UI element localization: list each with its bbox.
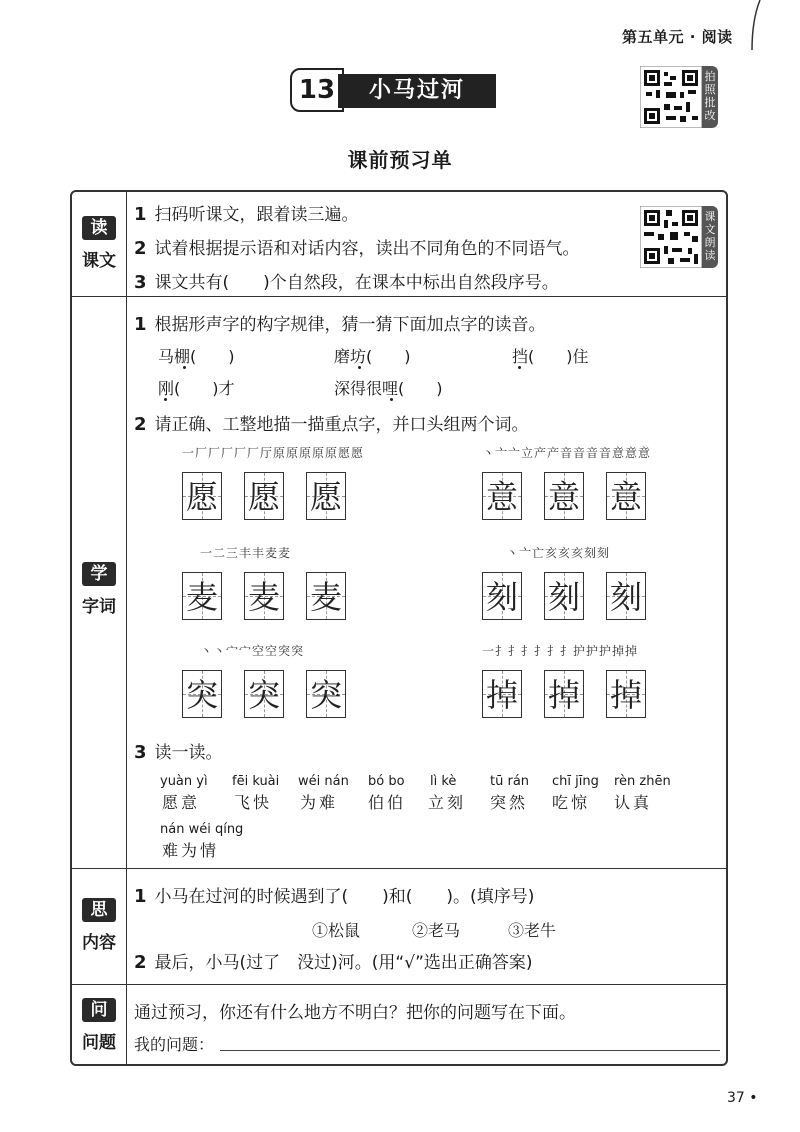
tracing-grid[interactable]: 突 bbox=[182, 670, 222, 718]
emphasis-dot bbox=[518, 366, 521, 369]
stroke-order: 一二三丰丰麦麦 bbox=[200, 546, 292, 560]
category-learn bbox=[72, 562, 126, 617]
stroke-order: 一扌扌扌扌扌扌护护护掉掉 bbox=[482, 644, 639, 658]
tracing-grid[interactable]: 意 bbox=[544, 472, 584, 520]
answer-label: 我的问题： bbox=[134, 1035, 215, 1054]
tracing-grid[interactable]: 突 bbox=[244, 670, 284, 718]
ask-prompt: 通过预习，你还有什么地方不明白？把你的问题写在下面。 bbox=[134, 1003, 576, 1023]
pinyin: chī jīng bbox=[552, 774, 599, 789]
dotted-word: 刚( )才 bbox=[158, 379, 235, 398]
column-divider bbox=[126, 190, 127, 1066]
read-item-3: 3 课文共有( )个自然段，在课本中标出自然段序号。 bbox=[134, 272, 559, 293]
emphasis-dot bbox=[183, 366, 186, 369]
read-item-1: 1 扫码听课文，跟着读三遍。 bbox=[134, 204, 359, 225]
stroke-order: 丶亠亡亥亥亥刻刻 bbox=[506, 546, 611, 560]
emphasis-dot bbox=[390, 398, 393, 401]
option: ②老马 bbox=[412, 921, 461, 940]
lesson-title: 小马过河 bbox=[338, 74, 496, 108]
dotted-word: 磨坊( ) bbox=[334, 347, 411, 366]
option: ③老牛 bbox=[508, 921, 557, 940]
emphasis-dot bbox=[164, 398, 167, 401]
row-divider bbox=[70, 296, 728, 297]
category-think bbox=[72, 898, 126, 953]
word-hanzi: 吃惊 bbox=[552, 793, 591, 812]
tracing-grid[interactable]: 麦 bbox=[244, 572, 284, 620]
tracing-grid[interactable]: 掉 bbox=[544, 670, 584, 718]
word-hanzi: 立刻 bbox=[428, 793, 467, 812]
dotted-word: 深得很哩( ) bbox=[334, 379, 443, 398]
tracing-grid[interactable]: 突 bbox=[306, 670, 346, 718]
qr-reading-side-label: 课文朗读 bbox=[702, 206, 718, 268]
category-read bbox=[72, 216, 126, 271]
learn-item-2: 2 请正确、工整地描一描重点字，并口头组两个词。 bbox=[134, 414, 529, 435]
tracing-grid[interactable]: 意 bbox=[482, 472, 522, 520]
qr-code-reading[interactable] bbox=[640, 206, 702, 268]
dotted-word: 挡( )住 bbox=[512, 347, 589, 366]
pinyin: bó bo bbox=[368, 774, 405, 789]
row-divider bbox=[70, 868, 728, 869]
lesson-badge bbox=[290, 68, 500, 110]
stroke-order: 丶亠亠立产产音音音音意意意 bbox=[482, 446, 652, 460]
tracing-grid[interactable]: 刻 bbox=[606, 572, 646, 620]
word-hanzi: 难为情 bbox=[162, 841, 220, 860]
tracing-grid[interactable]: 愿 bbox=[244, 472, 284, 520]
row-divider bbox=[70, 984, 728, 985]
word-hanzi: 愿意 bbox=[162, 793, 201, 812]
tracing-grid[interactable]: 麦 bbox=[182, 572, 222, 620]
learn-item-3: 3 读一读。 bbox=[134, 742, 223, 763]
category-badge: 学 bbox=[82, 562, 116, 586]
unit-label: 第五单元 · 阅读 bbox=[622, 28, 733, 46]
tracing-grid[interactable]: 掉 bbox=[482, 670, 522, 718]
tracing-grid[interactable]: 掉 bbox=[606, 670, 646, 718]
stroke-order: 丶丶宀宀空空突突 bbox=[200, 644, 305, 658]
pinyin: nán wéi qíng bbox=[160, 822, 244, 837]
pinyin: lì kè bbox=[430, 774, 457, 789]
answer-line[interactable] bbox=[220, 1050, 720, 1051]
qr-code-grading[interactable] bbox=[640, 66, 702, 128]
pinyin: fēi kuài bbox=[232, 774, 280, 789]
tracing-grid[interactable]: 愿 bbox=[182, 472, 222, 520]
word-hanzi: 认真 bbox=[614, 793, 653, 812]
tracing-grid[interactable]: 愿 bbox=[306, 472, 346, 520]
word-hanzi: 为难 bbox=[300, 793, 339, 812]
category-ask bbox=[72, 998, 126, 1053]
pinyin: tū rán bbox=[490, 774, 530, 789]
category-label: 内容 bbox=[82, 933, 116, 953]
category-label: 课文 bbox=[82, 251, 116, 271]
word-hanzi: 飞快 bbox=[234, 793, 273, 812]
think-item-2: 2 最后，小马(过了 没过)河。(用“√”选出正确答案) bbox=[134, 952, 533, 973]
pinyin: rèn zhēn bbox=[614, 774, 671, 789]
tracing-grid[interactable]: 刻 bbox=[482, 572, 522, 620]
learn-item-1: 1 根据形声字的构字规律，猜一猜下面加点字的读音。 bbox=[134, 314, 546, 335]
pinyin: yuàn yì bbox=[160, 774, 208, 789]
think-item-1: 1 小马在过河的时候遇到了( )和( )。(填序号) bbox=[134, 886, 535, 907]
word-hanzi: 突然 bbox=[490, 793, 529, 812]
tracing-grid[interactable]: 刻 bbox=[544, 572, 584, 620]
qr-grading-side-label: 拍照批改 bbox=[702, 66, 718, 128]
section-title: 课前预习单 bbox=[347, 148, 453, 172]
tracing-grid[interactable]: 麦 bbox=[306, 572, 346, 620]
pinyin: wéi nán bbox=[298, 774, 349, 789]
category-badge: 读 bbox=[82, 216, 116, 240]
word-hanzi: 伯伯 bbox=[368, 793, 407, 812]
category-badge: 问 bbox=[82, 998, 116, 1022]
tracing-grid[interactable]: 意 bbox=[606, 472, 646, 520]
dotted-word: 马棚( ) bbox=[158, 347, 235, 366]
stroke-order: 一厂厂厂厂厂厅原原原原原愿愿 bbox=[182, 446, 365, 460]
emphasis-dot bbox=[358, 366, 361, 369]
page-number: 37 • bbox=[727, 1090, 758, 1106]
category-label: 字词 bbox=[82, 597, 116, 617]
category-label: 问题 bbox=[82, 1033, 116, 1053]
lesson-number: 13 bbox=[290, 68, 344, 112]
category-badge: 思 bbox=[82, 898, 116, 922]
option: ①松鼠 bbox=[312, 921, 361, 940]
read-item-2: 2 试着根据提示语和对话内容，读出不同角色的不同语气。 bbox=[134, 238, 580, 259]
